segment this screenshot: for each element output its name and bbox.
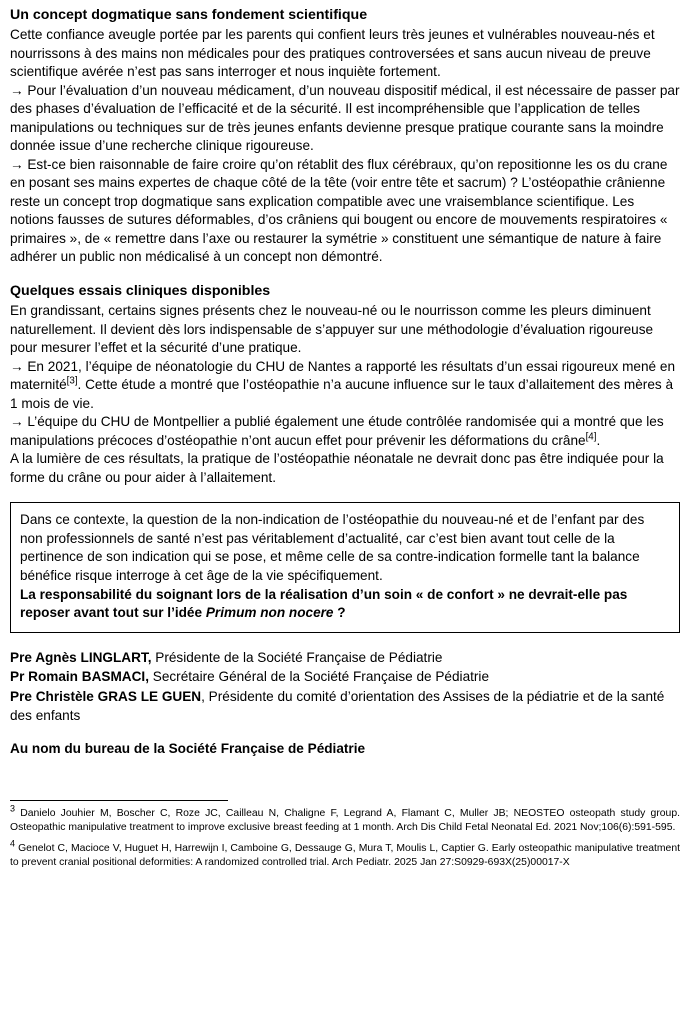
paragraph-methodologie: En grandissant, certains signes présents chez le nouveau-né ou le nourrisson comme les pleurs diminuent naturellement. Il devient dès lors indispensable de s’appuyer sur une méthodologie d’évaluation rigoureuse pour mesurer l’effet et la sécurité d’une pratique.	[10, 303, 654, 356]
spacer	[10, 758, 680, 800]
montpellier-text-after: .	[596, 432, 601, 448]
paragraph-conclusion: A la lumière de ces résultats, la pratique de l’ostéopathie néonatale ne devrait donc pas être indiquée pour la forme du crâne ou pour aider à l’allaitement.	[10, 451, 664, 485]
callout-bold-before: La responsabilité du soignant lors de la réalisation d’un soin « de confort » ne devrait-elle pas reposer avant tout sur l’idée	[20, 586, 628, 621]
signature-block	[10, 648, 680, 725]
callout-paragraph: Dans ce contexte, la question de la non-indication de l’ostéopathie du nouveau-né et de l’enfant par des non professionnels de santé n’est pas véritablement d’actualité, car c’est bien avant tout celle de la pertinence de son indication qui se pose, et même celle de sa contre-indication formelle tant la balance bénéfice risque interroge à cet âge de la vie spécifiquement.	[20, 512, 645, 583]
signature-line	[10, 667, 680, 686]
spacer	[10, 725, 680, 740]
signature-line	[10, 687, 680, 726]
footnote-marker-4: 4	[10, 838, 16, 849]
nantes-text-before: → En 2021, l’équipe de néonatologie du CHU de Nantes a rapporté les résultats d’un essai rigoureux mené en maternité	[10, 358, 675, 393]
footnote-text-4: Genelot C, Macioce V, Huguet H, Harrewijn I, Camboine G, Dessauge G, Mura T, Moulis L, Captier G. Early osteopathic manipulative treatment to prevent cranial positional deformities: A randomized controlled trial. Arch Pediatr. 2025 Jan 27:S0929-693X(25)00017-X	[10, 843, 680, 868]
signatory-name: Pr Romain BASMACI,	[10, 669, 149, 685]
callout-latin-phrase: Primum non nocere	[205, 605, 334, 621]
signatory-name: Pre Agnès LINGLART,	[10, 649, 152, 665]
footnote-ref-3: [3]	[66, 375, 78, 387]
signatory-name: Pre Christèle GRAS LE GUEN	[10, 688, 202, 704]
paragraph-nantes	[10, 358, 680, 413]
footnote-4	[10, 838, 680, 870]
callout-box	[10, 502, 680, 633]
signatory-role: Présidente de la Société Française de Pédiatrie	[151, 649, 443, 665]
section-title-essais: Quelques essais cliniques disponibles	[10, 282, 271, 299]
footnote-text-3: Danielo Jouhier M, Boscher C, Roze JC, Cailleau N, Chaligne F, Legrand A, Flamant C, Muller JB; NEOSTEO osteopath study group. Osteopathic manipulative treatment to improve exclusive breast feeding at 1 month. Arch Dis Child Fetal Neonatal Ed. 2021 Nov;106(6):591-595.	[10, 808, 681, 834]
signature-line	[10, 648, 680, 667]
callout-bold-statement	[20, 586, 670, 623]
callout-bold-after: ?	[333, 605, 346, 621]
paragraph-crane: → Est-ce bien raisonnable de faire croire qu’on rétablit des flux cérébraux, qu’on repositionne les os du crane en posant ses mains expertes de chaque côté de la tête (voir entre tête et sacrum) ? L’ostéopathie crânienne reste un concept trop dogmatique sans explication compatible avec une vraisemblance scientifique. Les notions fausses de sutures déformables, d’os crâniens qui bougent ou encore de mouvements respiratoires « primaires », de « remettre dans l’axe ou restaurer la symétrie » constituent une sémantique de nature à faire adhérer un public non médicalisé à un concept non démontré.	[10, 156, 668, 265]
footnote-ref-4: [4]	[585, 431, 597, 443]
section-title-concept: Un concept dogmatique sans fondement scientifique	[10, 7, 368, 23]
paragraph-confiance: Cette confiance aveugle portée par les parents qui confient leurs très jeunes et vulnérables nouveau-nés et nourrissons à des mains non médicales pour des pratiques controversées et sans aucun niveau de preuve scientifique avérée n’est pas sans interroger et nous inquiète fortement.	[10, 27, 655, 80]
nantes-text-after: . Cette étude a montré que l’ostéopathie n’a aucune influence sur le taux d’allaitement des mères à 1 mois de vie.	[10, 377, 674, 411]
spacer	[10, 487, 680, 502]
spacer	[10, 267, 680, 282]
bureau-line: Au nom du bureau de la Société Française de Pédiatrie	[10, 741, 366, 757]
footnote-separator	[10, 800, 228, 801]
paragraph-montpellier	[10, 413, 680, 450]
spacer	[10, 633, 680, 648]
montpellier-text-before: → L’équipe du CHU de Montpellier a publié également une étude contrôlée randomisée qui a montré que les manipulations précoces d’ostéopathie n’ont aucun effet pour prévenir les déformations du crâne	[10, 414, 664, 448]
signatory-role: Secrétaire Général de la Société Française de Pédiatrie	[148, 669, 490, 685]
footnote-marker-3: 3	[10, 803, 16, 814]
footnote-3	[10, 803, 681, 835]
signatory-role: , Présidente du comité d’orientation des Assises de la pédiatrie et de la santé des enfants	[10, 688, 665, 723]
paragraph-evaluation: → Pour l’évaluation d’un nouveau médicament, d’un nouveau dispositif médical, il est nécessaire de passer par des phases d’évaluation de l’efficacité et de la sécurité. Il est incompréhensible que l’application de telles manipulations ou techniques sur de très jeunes enfants devienne presque pratique courante sans la moindre donnée issue d’une recherche clinique rigoureuse.	[10, 82, 680, 154]
